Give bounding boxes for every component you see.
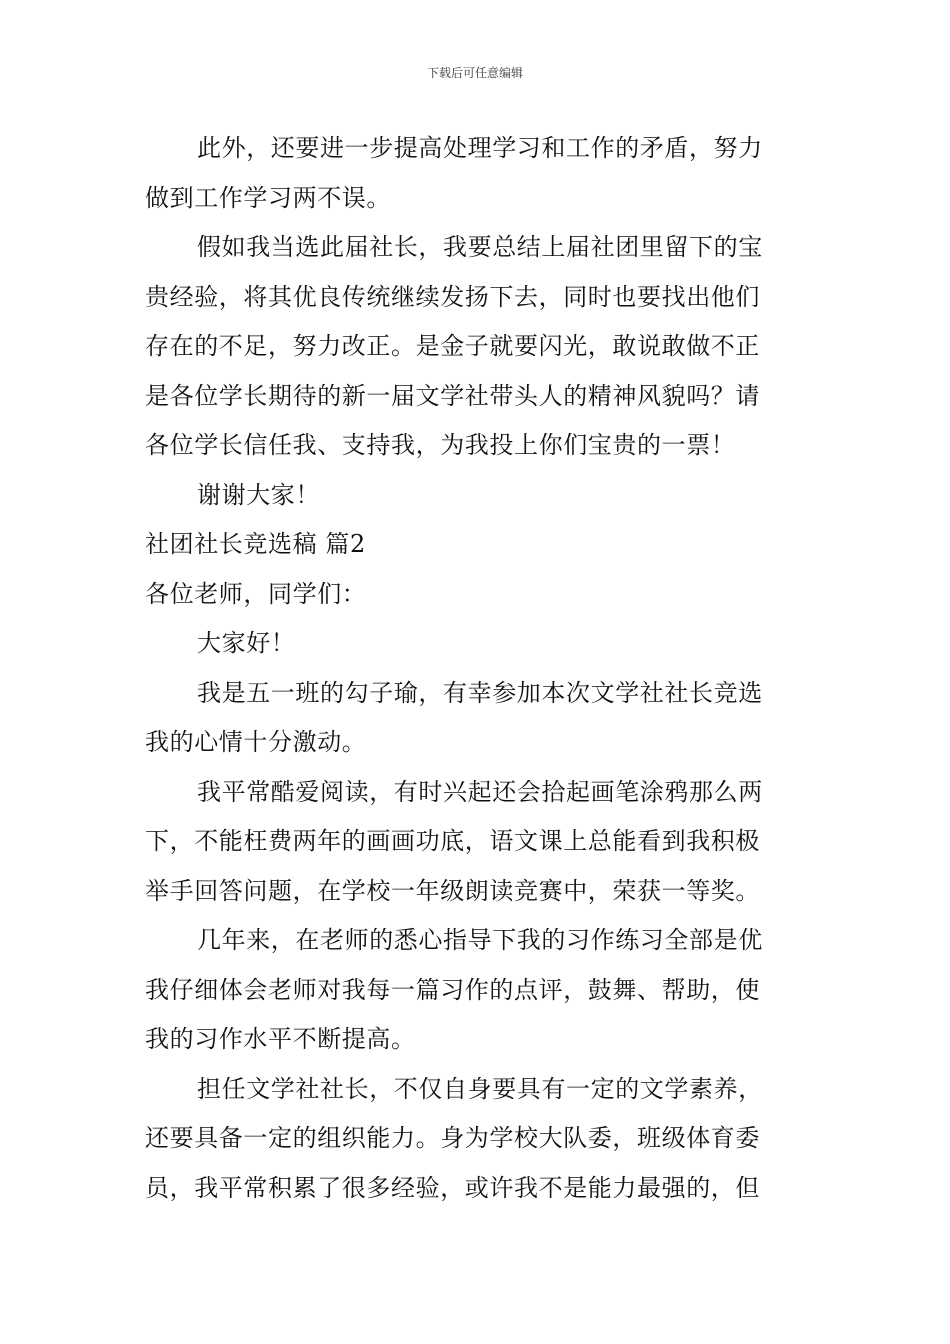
- paragraph-line: 此外，还要进一步提高处理学习和工作的矛盾，努力: [197, 134, 763, 162]
- paragraph-line: 贵经验，将其优良传统继续发扬下去，同时也要找出他们: [145, 282, 760, 311]
- paragraph-line: 是各位学长期待的新一届文学社带头人的精神风貌吗？请: [145, 381, 760, 410]
- page-header: 下载后可任意编辑: [426, 66, 523, 80]
- salutation: 各位老师，同学们：: [145, 579, 367, 608]
- paragraph-line: 我是五一班的勾子瑜，有幸参加本次文学社社长竞选: [197, 678, 763, 707]
- paragraph-line: 几年来，在老师的悉心指导下我的习作练习全部是优: [197, 926, 763, 954]
- paragraph-line: 我的心情十分激动。: [145, 728, 367, 756]
- paragraph-line: 担任文学社社长，不仅自身要具有一定的文学素养，: [197, 1074, 763, 1103]
- section-title: 社团社长竞选稿 篇2: [145, 530, 366, 558]
- paragraph-line: 做到工作学习两不误。: [145, 183, 391, 212]
- paragraph-line: 我的习作水平不断提高。: [145, 1025, 416, 1053]
- paragraph-line: 假如我当选此届社长，我要总结上届社团里留下的宝: [197, 233, 763, 261]
- document-body: [145, 124, 810, 1213]
- paragraph-line: 员，我平常积累了很多经验，或许我不是能力最强的，但: [145, 1173, 760, 1202]
- paragraph-line: 还要具备一定的组织能力。身为学校大队委，班级体育委: [145, 1124, 760, 1152]
- paragraph-line: 下，不能枉费两年的画画功底，语文课上总能看到我积极: [145, 827, 760, 855]
- paragraph-line: 我仔细体会老师对我每一篇习作的点评，鼓舞、帮助，使: [145, 975, 760, 1004]
- paragraph-line: 举手回答问题，在学校一年级朗读竞赛中，荣获一等奖。: [145, 876, 760, 905]
- paragraph-line: 我平常酷爱阅读，有时兴起还会拾起画笔涂鸦那么两: [197, 777, 763, 806]
- closing-line: 谢谢大家！: [197, 480, 320, 509]
- paragraph-line: 存在的不足，努力改正。是金子就要闪光，敢说敢做不正: [145, 332, 760, 360]
- greeting: 大家好！: [197, 629, 296, 657]
- paragraph-line: 各位学长信任我、支持我，为我投上你们宝贵的一票！: [145, 431, 736, 459]
